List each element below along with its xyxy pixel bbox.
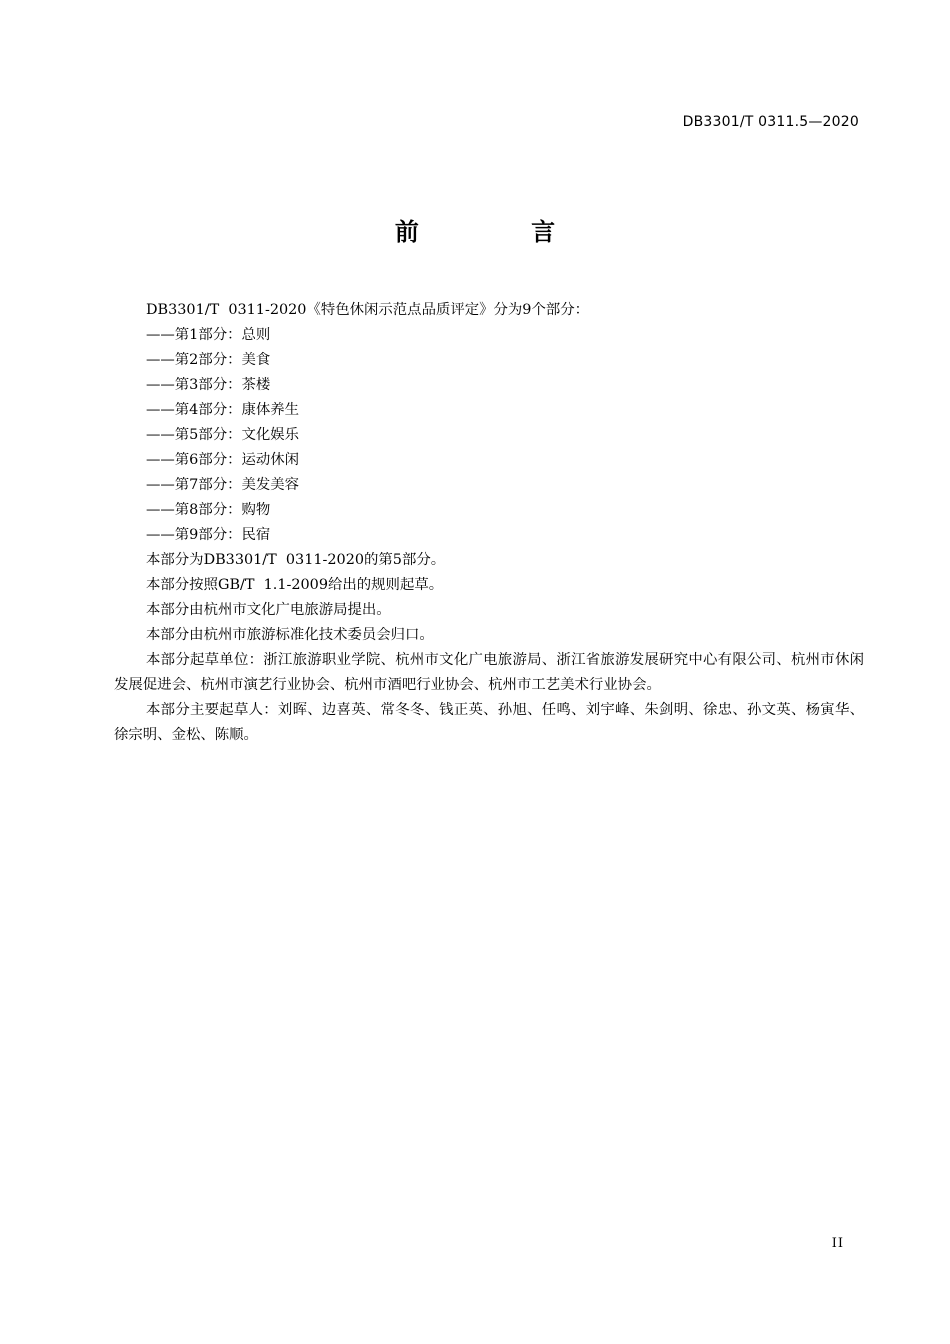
list-item-part-5: ——第5部分：文化娱乐: [146, 427, 300, 443]
list-item-part-9: ——第9部分：民宿: [146, 527, 271, 543]
paragraph-drafters: 本部分主要起草人：刘晖、边喜英、常冬冬、钱正英、孙旭、任鸣、刘宇峰、朱剑明、徐忠、孙文英、杨寅华、徐宗明、金松、陈顺。: [114, 702, 864, 743]
paragraph-proposer: 本部分由杭州市文化广电旅游局提出。: [146, 602, 391, 618]
list-item-part-8: ——第8部分：购物: [146, 502, 271, 518]
paragraph-technical-committee: 本部分由杭州市旅游标准化技术委员会归口。: [146, 627, 434, 643]
paragraph-drafting-rules: 本部分按照GB/T 1.1-2009给出的规则起草。: [146, 577, 444, 593]
list-item-part-7: ——第7部分：美发美容: [146, 477, 300, 493]
list-item-part-1: ——第1部分：总则: [146, 327, 271, 343]
page-title: 前 言: [394, 218, 608, 246]
list-item-part-4: ——第4部分：康体养生: [146, 402, 300, 418]
paragraph-drafting-units: 本部分起草单位：浙江旅游职业学院、杭州市文化广电旅游局、浙江省旅游发展研究中心有限公司、杭州市休闲发展促进会、杭州市演艺行业协会、杭州市酒吧行业协会、杭州市工艺美术行业协会。: [114, 652, 864, 693]
paragraph-intro: DB3301/T 0311-2020《特色休闲示范点品质评定》分为9个部分：: [146, 302, 590, 318]
foreword-body: [114, 298, 864, 748]
page-number: II: [831, 1236, 844, 1251]
list-item-part-6: ——第6部分：运动休闲: [146, 452, 300, 468]
list-item-part-3: ——第3部分：茶楼: [146, 377, 271, 393]
list-item-part-2: ——第2部分：美食: [146, 352, 271, 368]
document-code: DB3301/T 0311.5—2020: [682, 114, 859, 130]
paragraph-part-statement: 本部分为DB3301/T 0311-2020的第5部分。: [146, 552, 446, 568]
